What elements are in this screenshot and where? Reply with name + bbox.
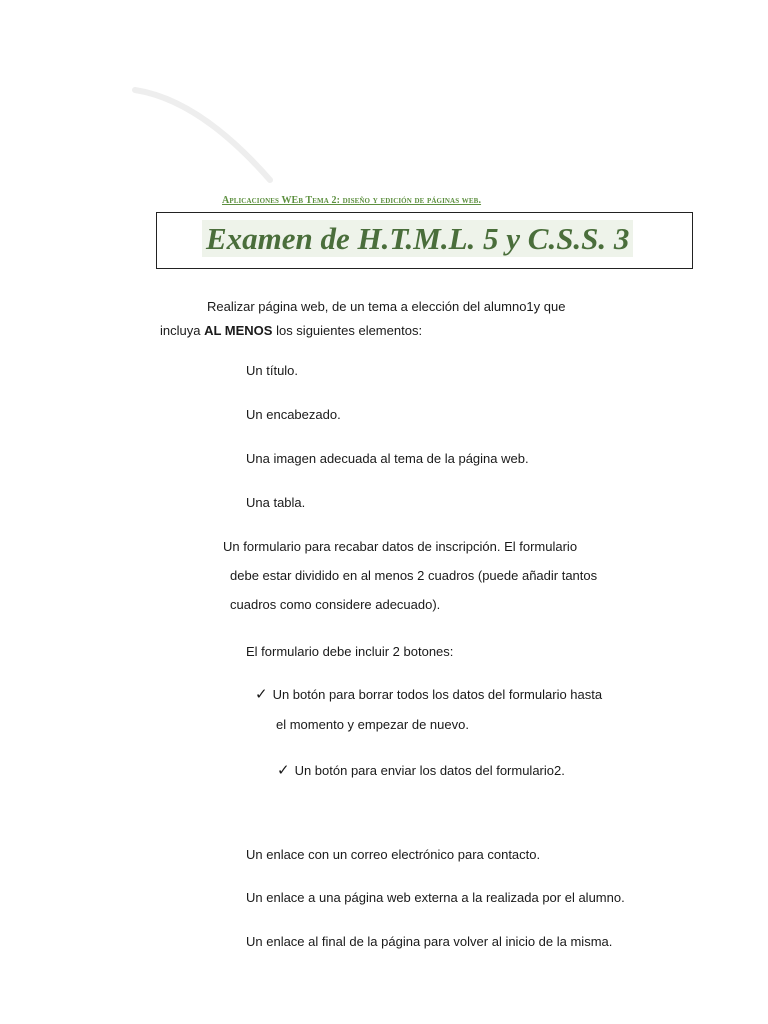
course-header: Aplicaciones WEb Tema 2: diseño y edición de páginas web. — [222, 195, 482, 206]
page-title: Examen de H.T.M.L. 5 y C.S.S. 3 — [202, 220, 633, 257]
form-line-1: Un formulario para recabar datos de inscripción. El formulario — [223, 539, 578, 554]
item-imagen: Una imagen adecuada al tema de la página web. — [246, 451, 529, 466]
form-line-2: debe estar dividido en al menos 2 cuadros (puede añadir tantos — [230, 568, 598, 583]
intro-prefix: incluya — [160, 323, 205, 338]
button1-text: Un botón para borrar todos los datos del formulario hasta — [272, 687, 603, 702]
item-titulo: Un título. — [246, 363, 299, 378]
intro-line-2 — [160, 323, 422, 339]
button1-line-2: el momento y empezar de nuevo. — [276, 717, 469, 732]
button2-text: Un botón para enviar los datos del formulario2. — [294, 763, 565, 778]
button1-item — [255, 687, 602, 703]
check-icon: ✓ — [277, 762, 290, 779]
item-encabezado: Un encabezado. — [246, 407, 341, 422]
item-enlace-inicio: Un enlace al final de la página para volver al inicio de la misma. — [246, 934, 613, 949]
check-icon: ✓ — [255, 686, 268, 703]
item-tabla: Una tabla. — [246, 495, 306, 510]
intro-emphasis: AL MENOS — [204, 323, 273, 338]
intro-line-1: Realizar página web, de un tema a elección del alumno1y que — [207, 299, 566, 314]
item-enlace-correo: Un enlace con un correo electrónico para contacto. — [246, 847, 541, 862]
form-line-3: cuadros como considere adecuado). — [230, 597, 441, 612]
intro-suffix: los siguientes elementos: — [272, 323, 423, 338]
item-enlace-externo: Un enlace a una página web externa a la realizada por el alumno. — [246, 890, 625, 905]
form-buttons-intro: El formulario debe incluir 2 botones: — [246, 644, 454, 659]
decorative-swoosh — [130, 80, 280, 190]
button2-item — [277, 763, 565, 779]
